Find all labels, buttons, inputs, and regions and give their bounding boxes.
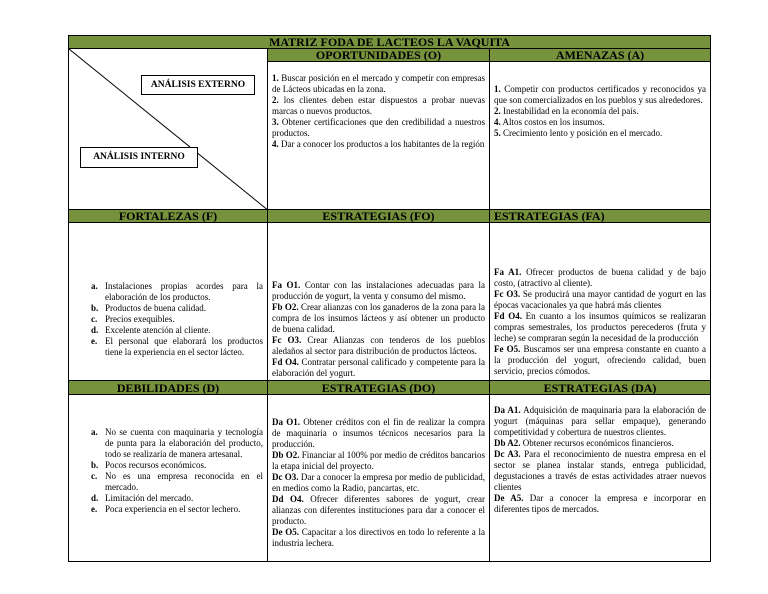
item-code: 4. xyxy=(272,139,279,149)
estrategias-do-item xyxy=(272,494,485,527)
item-code: Dc O3. xyxy=(272,472,299,482)
item-text: Contratar personal calificado y competente para la elaboración del yogurt. xyxy=(272,357,485,378)
item-text: Crecimiento lento y posición en el mercado. xyxy=(503,128,663,138)
item-code: De A5. xyxy=(494,493,524,503)
item-text: Contar con las instalaciones adecuadas para la producción de yogurt, la venta y consumo del mismo. xyxy=(272,280,486,301)
oportunidades-item xyxy=(272,95,485,117)
debilidades-list-item xyxy=(91,427,263,460)
estrategias-do-item xyxy=(272,472,485,494)
debilidades-list-item xyxy=(91,460,263,471)
item-text: Obtener créditos con el fin de realizar la compra de maquinaria o insumos técnicos necesarios para la producción. xyxy=(272,417,485,449)
estrategias-da-item xyxy=(494,493,706,515)
estrategias-da-item xyxy=(494,438,706,449)
item-text: los clientes deben estar dispuestos a probar nuevas marcas o nuevos productos. xyxy=(272,95,486,116)
estrategias-da-header: ESTRATEGIAS (DA) xyxy=(489,380,711,395)
oportunidades-list xyxy=(272,73,485,150)
item-code: 4. xyxy=(494,117,501,127)
item-text: Inestabilidad en la economía del país. xyxy=(503,106,639,116)
item-text: Altos costos en los insumos. xyxy=(502,117,605,127)
amenazas-cell xyxy=(489,61,711,210)
fortalezas-list-item xyxy=(91,314,263,325)
list-text: Productos de buena calidad. xyxy=(105,303,206,313)
estrategias-fa-item xyxy=(494,267,706,289)
item-text: Dar a conocer los productos a los habitantes de la región xyxy=(281,139,485,149)
item-code: Da O1. xyxy=(272,417,300,427)
estrategias-fo-list xyxy=(272,280,485,379)
item-code: 3. xyxy=(272,117,279,127)
matrix-title: MATRIZ FODA DE LACTEOS LA VAQUITA xyxy=(68,35,711,49)
estrategias-fo-item xyxy=(272,357,485,379)
item-text: Ofrecer diferentes sabores de yogurt, crear alianzas con diferentes instituciones para dar a conocer el producto. xyxy=(272,494,485,526)
debilidades-list-item xyxy=(91,504,263,515)
estrategias-fa-cell xyxy=(489,222,711,381)
amenazas-item xyxy=(494,128,706,139)
fortalezas-list-item xyxy=(91,281,263,303)
item-text: Buscar posición en el mercado y competir con empresas de Lácteos ubicadas en la zona. xyxy=(272,73,486,94)
amenazas-item xyxy=(494,84,706,106)
estrategias-da-cell xyxy=(489,394,711,562)
item-code: De O5. xyxy=(272,527,300,537)
item-code: 1. xyxy=(494,84,501,94)
estrategias-fo-cell xyxy=(267,222,490,381)
debilidades-header: DEBILIDADES (D) xyxy=(68,380,268,395)
estrategias-fo-item xyxy=(272,280,485,302)
item-text: Buscamos ser una empresa constante en cuanto a la producción del yogurt, ofreciendo calidad, buen servicio, precios cómodos. xyxy=(494,344,707,376)
list-marker: e. xyxy=(91,336,98,346)
list-text: Instalaciones propias acordes para la elaboración de los productos. xyxy=(105,281,263,302)
item-text: Ofrecer productos de buena calidad y de bajo costo, (atractivo al cliente). xyxy=(494,267,706,288)
list-marker: e. xyxy=(91,504,98,514)
item-code: Dd O4. xyxy=(272,494,304,504)
estrategias-da-item xyxy=(494,405,706,438)
list-text: Precios exequibles. xyxy=(105,314,175,324)
item-code: Fd O4. xyxy=(494,311,522,321)
item-code: 1. xyxy=(272,73,279,83)
fortalezas-list xyxy=(91,281,263,358)
analysis-corner xyxy=(68,48,268,210)
item-text: Se producirá una mayor cantidad de yogurt en las épocas vacacionales ya que habrá más clientes xyxy=(494,289,706,310)
item-text: En cuanto a los insumos químicos se realizaran compras semestrales, los productos perecederos (fruta y leche) se compraran según la necesidad de la producción xyxy=(494,311,706,343)
amenazas-item xyxy=(494,117,706,128)
amenazas-item xyxy=(494,106,706,117)
estrategias-fa-item xyxy=(494,344,706,377)
list-text: Limitación del mercado. xyxy=(105,493,194,503)
item-text: Capacitar a los directivos en todo lo referente a la industria lechera. xyxy=(272,527,486,548)
item-code: 5. xyxy=(494,128,501,138)
item-code: Fa O1. xyxy=(272,280,301,290)
item-code: Db A2. xyxy=(494,438,521,448)
estrategias-fa-item xyxy=(494,289,706,311)
debilidades-list xyxy=(91,427,263,515)
item-code: Fd O4. xyxy=(272,357,299,367)
estrategias-do-item xyxy=(272,450,485,472)
estrategias-da-item xyxy=(494,449,706,493)
list-marker: a. xyxy=(91,427,98,437)
list-marker: b. xyxy=(91,303,99,313)
oportunidades-item xyxy=(272,73,485,95)
list-marker: d. xyxy=(91,325,99,335)
item-code: 2. xyxy=(494,106,501,116)
item-code: Dc A3. xyxy=(494,449,521,459)
fortalezas-list-item xyxy=(91,325,263,336)
fortalezas-cell xyxy=(68,222,268,381)
item-code: Fe O5. xyxy=(494,344,521,354)
list-text: No se cuenta con maquinaria y tecnología de punta para la elaboración del producto, todo se realizaría de manera artesanal. xyxy=(105,427,263,459)
fortalezas-list-item xyxy=(91,303,263,314)
analisis-interno-label: ANÁLISIS INTERNO xyxy=(80,147,198,168)
estrategias-do-list xyxy=(272,417,485,549)
oportunidades-header: OPORTUNIDADES (O) xyxy=(267,48,490,62)
analisis-externo-label: ANÁLISIS EXTERNO xyxy=(141,75,255,95)
estrategias-fo-item xyxy=(272,302,485,335)
list-marker: c. xyxy=(91,471,98,481)
item-text: Crear Alianzas con tenderos de los pueblos aledaños al sector para distribución de productos lácteos. xyxy=(272,335,485,356)
list-text: Poca experiencia en el sector lechero. xyxy=(105,504,241,514)
item-text: Competir con productos certificados y reconocidos ya que son comercializados en los pueblos y sus alrededores. xyxy=(494,84,707,105)
item-text: Financiar al 100% por medio de créditos bancarios la etapa inicial del proyecto. xyxy=(272,450,485,471)
estrategias-fa-header: ESTRATEGIAS (FA) xyxy=(489,209,711,223)
fortalezas-header: FORTALEZAS (F) xyxy=(68,209,268,223)
estrategias-do-cell xyxy=(267,394,490,562)
oportunidades-item xyxy=(272,139,485,150)
list-marker: c. xyxy=(91,314,98,324)
item-code: 2. xyxy=(272,95,279,105)
estrategias-fo-item xyxy=(272,335,485,357)
debilidades-list-item xyxy=(91,471,263,493)
item-text: Crear alianzas con los ganaderos de la zona para la compra de los insumos lácteos y así obtener un producto de buena calidad. xyxy=(272,302,485,334)
oportunidades-cell xyxy=(267,61,490,210)
item-text: Adquisición de maquinaria para la elaboración de yogurt (máquinas para sellar empaque), generando competitividad y cobertura de nuestros clientes. xyxy=(494,405,706,437)
list-marker: b. xyxy=(91,460,99,470)
estrategias-do-item xyxy=(272,417,485,450)
list-marker: d. xyxy=(91,493,99,503)
debilidades-cell xyxy=(68,394,268,562)
oportunidades-item xyxy=(272,117,485,139)
item-code: Db O2. xyxy=(272,450,300,460)
item-text: Obtener certificaciones que den credibilidad a nuestros productos. xyxy=(272,117,486,138)
estrategias-do-header: ESTRATEGIAS (DO) xyxy=(267,380,490,395)
estrategias-fa-item xyxy=(494,311,706,344)
item-code: Fc O3. xyxy=(272,335,302,345)
item-text: Para el reconocimiento de nuestra empresa en el sector se planea instalar stands, entrega publicidad, degustaciones a través de estas actividades atraer nuevos clientes xyxy=(494,449,707,492)
list-text: No es una empresa reconocida en el mercado. xyxy=(105,471,263,492)
estrategias-do-item xyxy=(272,527,485,549)
list-marker: a. xyxy=(91,281,98,291)
list-text: Excelente atención al cliente. xyxy=(105,325,211,335)
estrategias-fo-header: ESTRATEGIAS (FO) xyxy=(267,209,490,223)
swot-matrix xyxy=(68,35,711,562)
corner-diagonal xyxy=(69,49,268,210)
estrategias-da-list xyxy=(494,405,706,515)
amenazas-header: AMENAZAS (A) xyxy=(489,48,711,62)
list-text: El personal que elaborará los productos tiene la experiencia en el sector lácteo. xyxy=(105,336,263,357)
fortalezas-list-item xyxy=(91,336,263,358)
list-text: Pocos recursos económicos. xyxy=(105,460,207,470)
item-text: Dar a conocer la empresa e incorporar en diferentes tipos de mercados. xyxy=(494,493,707,514)
estrategias-fa-list xyxy=(494,267,706,377)
debilidades-list-item xyxy=(91,493,263,504)
item-code: Fc O3. xyxy=(494,289,521,299)
item-code: Da A1. xyxy=(494,405,521,415)
item-code: Fa A1. xyxy=(494,267,522,277)
item-text: Obtener recursos económicos financieros. xyxy=(522,438,674,448)
amenazas-list xyxy=(494,84,706,139)
item-code: Fb O2. xyxy=(272,302,299,312)
item-text: Dar a conocer la empresa por medio de publicidad, en medios como la Radio, pancartas, etc. xyxy=(272,472,485,493)
